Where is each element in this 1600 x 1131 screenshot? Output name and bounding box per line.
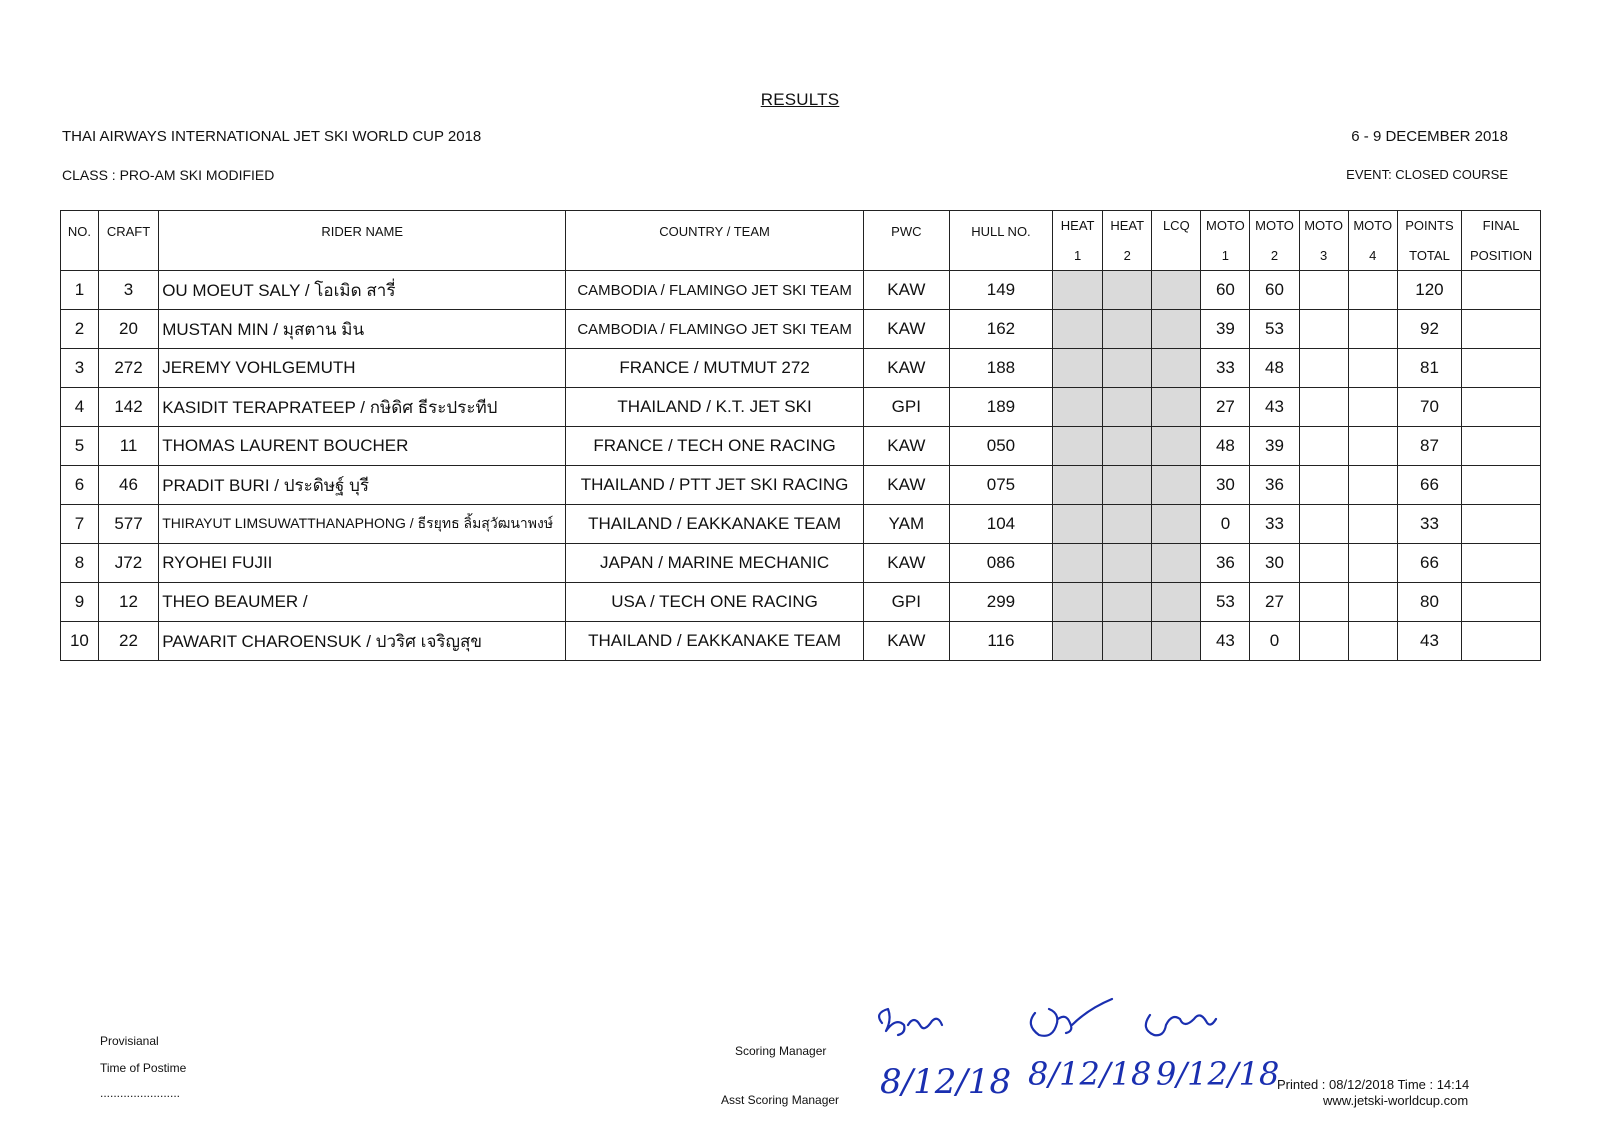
cell-moto1: 43 — [1201, 622, 1250, 661]
cell-moto4 — [1348, 466, 1397, 505]
cell-no: 8 — [61, 544, 99, 583]
cell-lcq — [1152, 271, 1201, 310]
cell-hull: 188 — [949, 349, 1052, 388]
cell-moto1: 0 — [1201, 505, 1250, 544]
cell-heat1 — [1053, 427, 1103, 466]
cell-rider: RYOHEI FUJII — [159, 544, 566, 583]
cell-moto3 — [1299, 349, 1348, 388]
cell-final — [1462, 505, 1541, 544]
cell-no: 5 — [61, 427, 99, 466]
cell-final — [1462, 583, 1541, 622]
col-subheader-points: TOTAL — [1397, 241, 1461, 271]
cell-country: CAMBODIA / FLAMINGO JET SKI TEAM — [566, 310, 864, 349]
col-header-hull: HULL NO. — [949, 211, 1052, 271]
cell-moto1: 30 — [1201, 466, 1250, 505]
col-header-pwc: PWC — [863, 211, 949, 271]
cell-pwc: KAW — [863, 466, 949, 505]
table-row — [61, 310, 1541, 349]
cell-moto3 — [1299, 505, 1348, 544]
cell-lcq — [1152, 310, 1201, 349]
cell-final — [1462, 427, 1541, 466]
col-header-points: POINTS — [1397, 211, 1461, 242]
cell-moto3 — [1299, 427, 1348, 466]
cell-lcq — [1152, 544, 1201, 583]
cell-lcq — [1152, 388, 1201, 427]
cell-heat1 — [1053, 505, 1103, 544]
table-row — [61, 466, 1541, 505]
cell-lcq — [1152, 349, 1201, 388]
cell-hull: 116 — [949, 622, 1052, 661]
cell-moto2: 39 — [1250, 427, 1299, 466]
class-label: CLASS : PRO-AM SKI MODIFIED — [62, 167, 275, 183]
postime-dotted-line: ........................ — [100, 1086, 181, 1100]
cell-points: 66 — [1397, 466, 1461, 505]
cell-craft: 20 — [98, 310, 158, 349]
cell-points: 33 — [1397, 505, 1461, 544]
cell-craft: J72 — [98, 544, 158, 583]
cell-heat1 — [1053, 466, 1103, 505]
col-subheader-final: POSITION — [1462, 241, 1541, 271]
cell-heat2 — [1103, 466, 1152, 505]
time-of-postime-label: Time of Postime — [100, 1061, 187, 1075]
table-header-row — [61, 211, 1541, 242]
cell-moto2: 60 — [1250, 271, 1299, 310]
cell-moto4 — [1348, 544, 1397, 583]
cell-moto4 — [1348, 622, 1397, 661]
cell-moto1: 48 — [1201, 427, 1250, 466]
signature-date-1: 8/12/18 — [880, 1062, 1012, 1102]
cell-heat1 — [1053, 388, 1103, 427]
printed-timestamp: Printed : 08/12/2018 Time : 14:14 — [1277, 1077, 1470, 1092]
cell-craft: 3 — [98, 271, 158, 310]
signature-date-3: 9/12/18 — [1156, 1055, 1280, 1093]
cell-moto3 — [1299, 466, 1348, 505]
cell-pwc: KAW — [863, 544, 949, 583]
col-header-no: NO. — [61, 211, 99, 271]
cell-heat1 — [1053, 583, 1103, 622]
cell-moto1: 27 — [1201, 388, 1250, 427]
col-header-rider: RIDER NAME — [159, 211, 566, 271]
cell-craft: 272 — [98, 349, 158, 388]
cell-lcq — [1152, 583, 1201, 622]
table-row — [61, 544, 1541, 583]
cell-no: 10 — [61, 622, 99, 661]
cell-rider: MUSTAN MIN / มุสตาน มิน — [159, 310, 566, 349]
cell-pwc: GPI — [863, 583, 949, 622]
cell-moto1: 36 — [1201, 544, 1250, 583]
cell-hull: 162 — [949, 310, 1052, 349]
col-header-moto1: MOTO — [1201, 211, 1250, 242]
cell-final — [1462, 271, 1541, 310]
cell-moto4 — [1348, 427, 1397, 466]
cell-country: THAILAND / PTT JET SKI RACING — [566, 466, 864, 505]
cell-hull: 189 — [949, 388, 1052, 427]
col-header-moto4: MOTO — [1348, 211, 1397, 242]
results-table — [60, 210, 1541, 661]
col-header-country: COUNTRY / TEAM — [566, 211, 864, 271]
cell-pwc: KAW — [863, 271, 949, 310]
cell-lcq — [1152, 427, 1201, 466]
cell-pwc: KAW — [863, 427, 949, 466]
cell-no: 7 — [61, 505, 99, 544]
cell-no: 4 — [61, 388, 99, 427]
col-header-final: FINAL — [1462, 211, 1541, 242]
cell-heat2 — [1103, 310, 1152, 349]
cell-moto4 — [1348, 271, 1397, 310]
cell-points: 70 — [1397, 388, 1461, 427]
cell-rider: OU MOEUT SALY / โอเมิด สารี่ — [159, 271, 566, 310]
cell-moto2: 53 — [1250, 310, 1299, 349]
cell-lcq — [1152, 505, 1201, 544]
cell-moto3 — [1299, 310, 1348, 349]
cell-country: THAILAND / EAKKANAKE TEAM — [566, 505, 864, 544]
cell-moto4 — [1348, 310, 1397, 349]
col-subheader-moto2: 2 — [1250, 241, 1299, 271]
cell-moto3 — [1299, 583, 1348, 622]
cell-moto2: 33 — [1250, 505, 1299, 544]
cell-hull: 086 — [949, 544, 1052, 583]
cell-country: FRANCE / TECH ONE RACING — [566, 427, 864, 466]
results-title: RESULTS — [760, 90, 840, 109]
cell-moto1: 33 — [1201, 349, 1250, 388]
cell-hull: 299 — [949, 583, 1052, 622]
cell-country: THAILAND / K.T. JET SKI — [566, 388, 864, 427]
cell-pwc: GPI — [863, 388, 949, 427]
cell-country: CAMBODIA / FLAMINGO JET SKI TEAM — [566, 271, 864, 310]
cell-rider: PRADIT BURI / ประดิษฐ์ บุรี — [159, 466, 566, 505]
table-row — [61, 271, 1541, 310]
cell-moto3 — [1299, 544, 1348, 583]
cell-heat1 — [1053, 310, 1103, 349]
cell-moto1: 39 — [1201, 310, 1250, 349]
cell-moto2: 43 — [1250, 388, 1299, 427]
cell-hull: 104 — [949, 505, 1052, 544]
cell-points: 92 — [1397, 310, 1461, 349]
cell-heat1 — [1053, 349, 1103, 388]
col-header-craft: CRAFT — [98, 211, 158, 271]
col-subheader-lcq — [1152, 241, 1201, 271]
cell-country: USA / TECH ONE RACING — [566, 583, 864, 622]
cell-rider: JEREMY VOHLGEMUTH — [159, 349, 566, 388]
cell-final — [1462, 310, 1541, 349]
cell-craft: 46 — [98, 466, 158, 505]
cell-hull: 149 — [949, 271, 1052, 310]
cell-heat2 — [1103, 622, 1152, 661]
cell-lcq — [1152, 622, 1201, 661]
col-subheader-heat1: 1 — [1053, 241, 1103, 271]
cell-moto4 — [1348, 583, 1397, 622]
cell-moto3 — [1299, 271, 1348, 310]
cell-craft: 142 — [98, 388, 158, 427]
cell-moto3 — [1299, 388, 1348, 427]
cell-points: 43 — [1397, 622, 1461, 661]
cell-pwc: KAW — [863, 349, 949, 388]
event-dates: 6 - 9 DECEMBER 2018 — [1351, 128, 1508, 145]
cell-heat2 — [1103, 505, 1152, 544]
table-row — [61, 427, 1541, 466]
cell-hull: 075 — [949, 466, 1052, 505]
cell-points: 87 — [1397, 427, 1461, 466]
cell-rider: THIRAYUT LIMSUWATTHANAPHONG / ธีรยุทธ ลิ้มสุวัฒนาพงษ์ — [159, 505, 566, 544]
cell-heat2 — [1103, 349, 1152, 388]
cell-hull: 050 — [949, 427, 1052, 466]
col-header-heat1: HEAT — [1053, 211, 1103, 242]
cell-rider: KASIDIT TERAPRATEEP / กษิดิศ ธีระประทีป — [159, 388, 566, 427]
cell-points: 81 — [1397, 349, 1461, 388]
cell-heat2 — [1103, 583, 1152, 622]
cell-craft: 577 — [98, 505, 158, 544]
table-row — [61, 388, 1541, 427]
table-row — [61, 622, 1541, 661]
cell-final — [1462, 388, 1541, 427]
cell-moto2: 48 — [1250, 349, 1299, 388]
event-type: EVENT: CLOSED COURSE — [1346, 167, 1508, 182]
cell-moto1: 60 — [1201, 271, 1250, 310]
col-subheader-moto1: 1 — [1201, 241, 1250, 271]
cell-moto4 — [1348, 388, 1397, 427]
cell-final — [1462, 349, 1541, 388]
cell-points: 66 — [1397, 544, 1461, 583]
col-header-lcq: LCQ — [1152, 211, 1201, 242]
col-header-moto2: MOTO — [1250, 211, 1299, 242]
cell-country: JAPAN / MARINE MECHANIC — [566, 544, 864, 583]
cell-lcq — [1152, 466, 1201, 505]
cell-moto2: 30 — [1250, 544, 1299, 583]
col-header-moto3: MOTO — [1299, 211, 1348, 242]
cell-rider: PAWARIT CHAROENSUK / ปวริศ เจริญสุข — [159, 622, 566, 661]
signature-date-2: 8/12/18 — [1028, 1055, 1152, 1093]
cell-points: 80 — [1397, 583, 1461, 622]
col-header-heat2: HEAT — [1103, 211, 1152, 242]
cell-moto2: 36 — [1250, 466, 1299, 505]
cell-no: 3 — [61, 349, 99, 388]
handwritten-signatures — [860, 985, 1280, 1115]
cell-country: THAILAND / EAKKANAKE TEAM — [566, 622, 864, 661]
cell-no: 6 — [61, 466, 99, 505]
cell-moto4 — [1348, 349, 1397, 388]
signature-strokes — [879, 999, 1216, 1036]
cell-moto2: 0 — [1250, 622, 1299, 661]
cell-craft: 11 — [98, 427, 158, 466]
cell-moto2: 27 — [1250, 583, 1299, 622]
event-name: THAI AIRWAYS INTERNATIONAL JET SKI WORLD CUP 2018 — [62, 128, 482, 145]
col-subheader-moto4: 4 — [1348, 241, 1397, 271]
cell-country: FRANCE / MUTMUT 272 — [566, 349, 864, 388]
cell-heat2 — [1103, 544, 1152, 583]
table-row — [61, 505, 1541, 544]
cell-no: 2 — [61, 310, 99, 349]
table-row — [61, 349, 1541, 388]
cell-final — [1462, 622, 1541, 661]
cell-final — [1462, 466, 1541, 505]
cell-heat2 — [1103, 271, 1152, 310]
provisional-label: Provisianal — [100, 1034, 159, 1048]
cell-heat2 — [1103, 427, 1152, 466]
cell-moto3 — [1299, 622, 1348, 661]
cell-rider: THEO BEAUMER / — [159, 583, 566, 622]
cell-no: 1 — [61, 271, 99, 310]
cell-final — [1462, 544, 1541, 583]
asst-scoring-manager-label: Asst Scoring Manager — [721, 1093, 840, 1107]
cell-pwc: KAW — [863, 310, 949, 349]
cell-no: 9 — [61, 583, 99, 622]
cell-heat1 — [1053, 271, 1103, 310]
cell-heat1 — [1053, 544, 1103, 583]
cell-heat2 — [1103, 388, 1152, 427]
website-url: www.jetski-worldcup.com — [1323, 1093, 1469, 1108]
cell-moto1: 53 — [1201, 583, 1250, 622]
table-row — [61, 583, 1541, 622]
cell-pwc: YAM — [863, 505, 949, 544]
cell-pwc: KAW — [863, 622, 949, 661]
cell-points: 120 — [1397, 271, 1461, 310]
col-subheader-moto3: 3 — [1299, 241, 1348, 271]
cell-craft: 22 — [98, 622, 158, 661]
scoring-manager-label: Scoring Manager — [735, 1044, 827, 1058]
cell-rider: THOMAS LAURENT BOUCHER — [159, 427, 566, 466]
cell-craft: 12 — [98, 583, 158, 622]
cell-heat1 — [1053, 622, 1103, 661]
cell-moto4 — [1348, 505, 1397, 544]
col-subheader-heat2: 2 — [1103, 241, 1152, 271]
